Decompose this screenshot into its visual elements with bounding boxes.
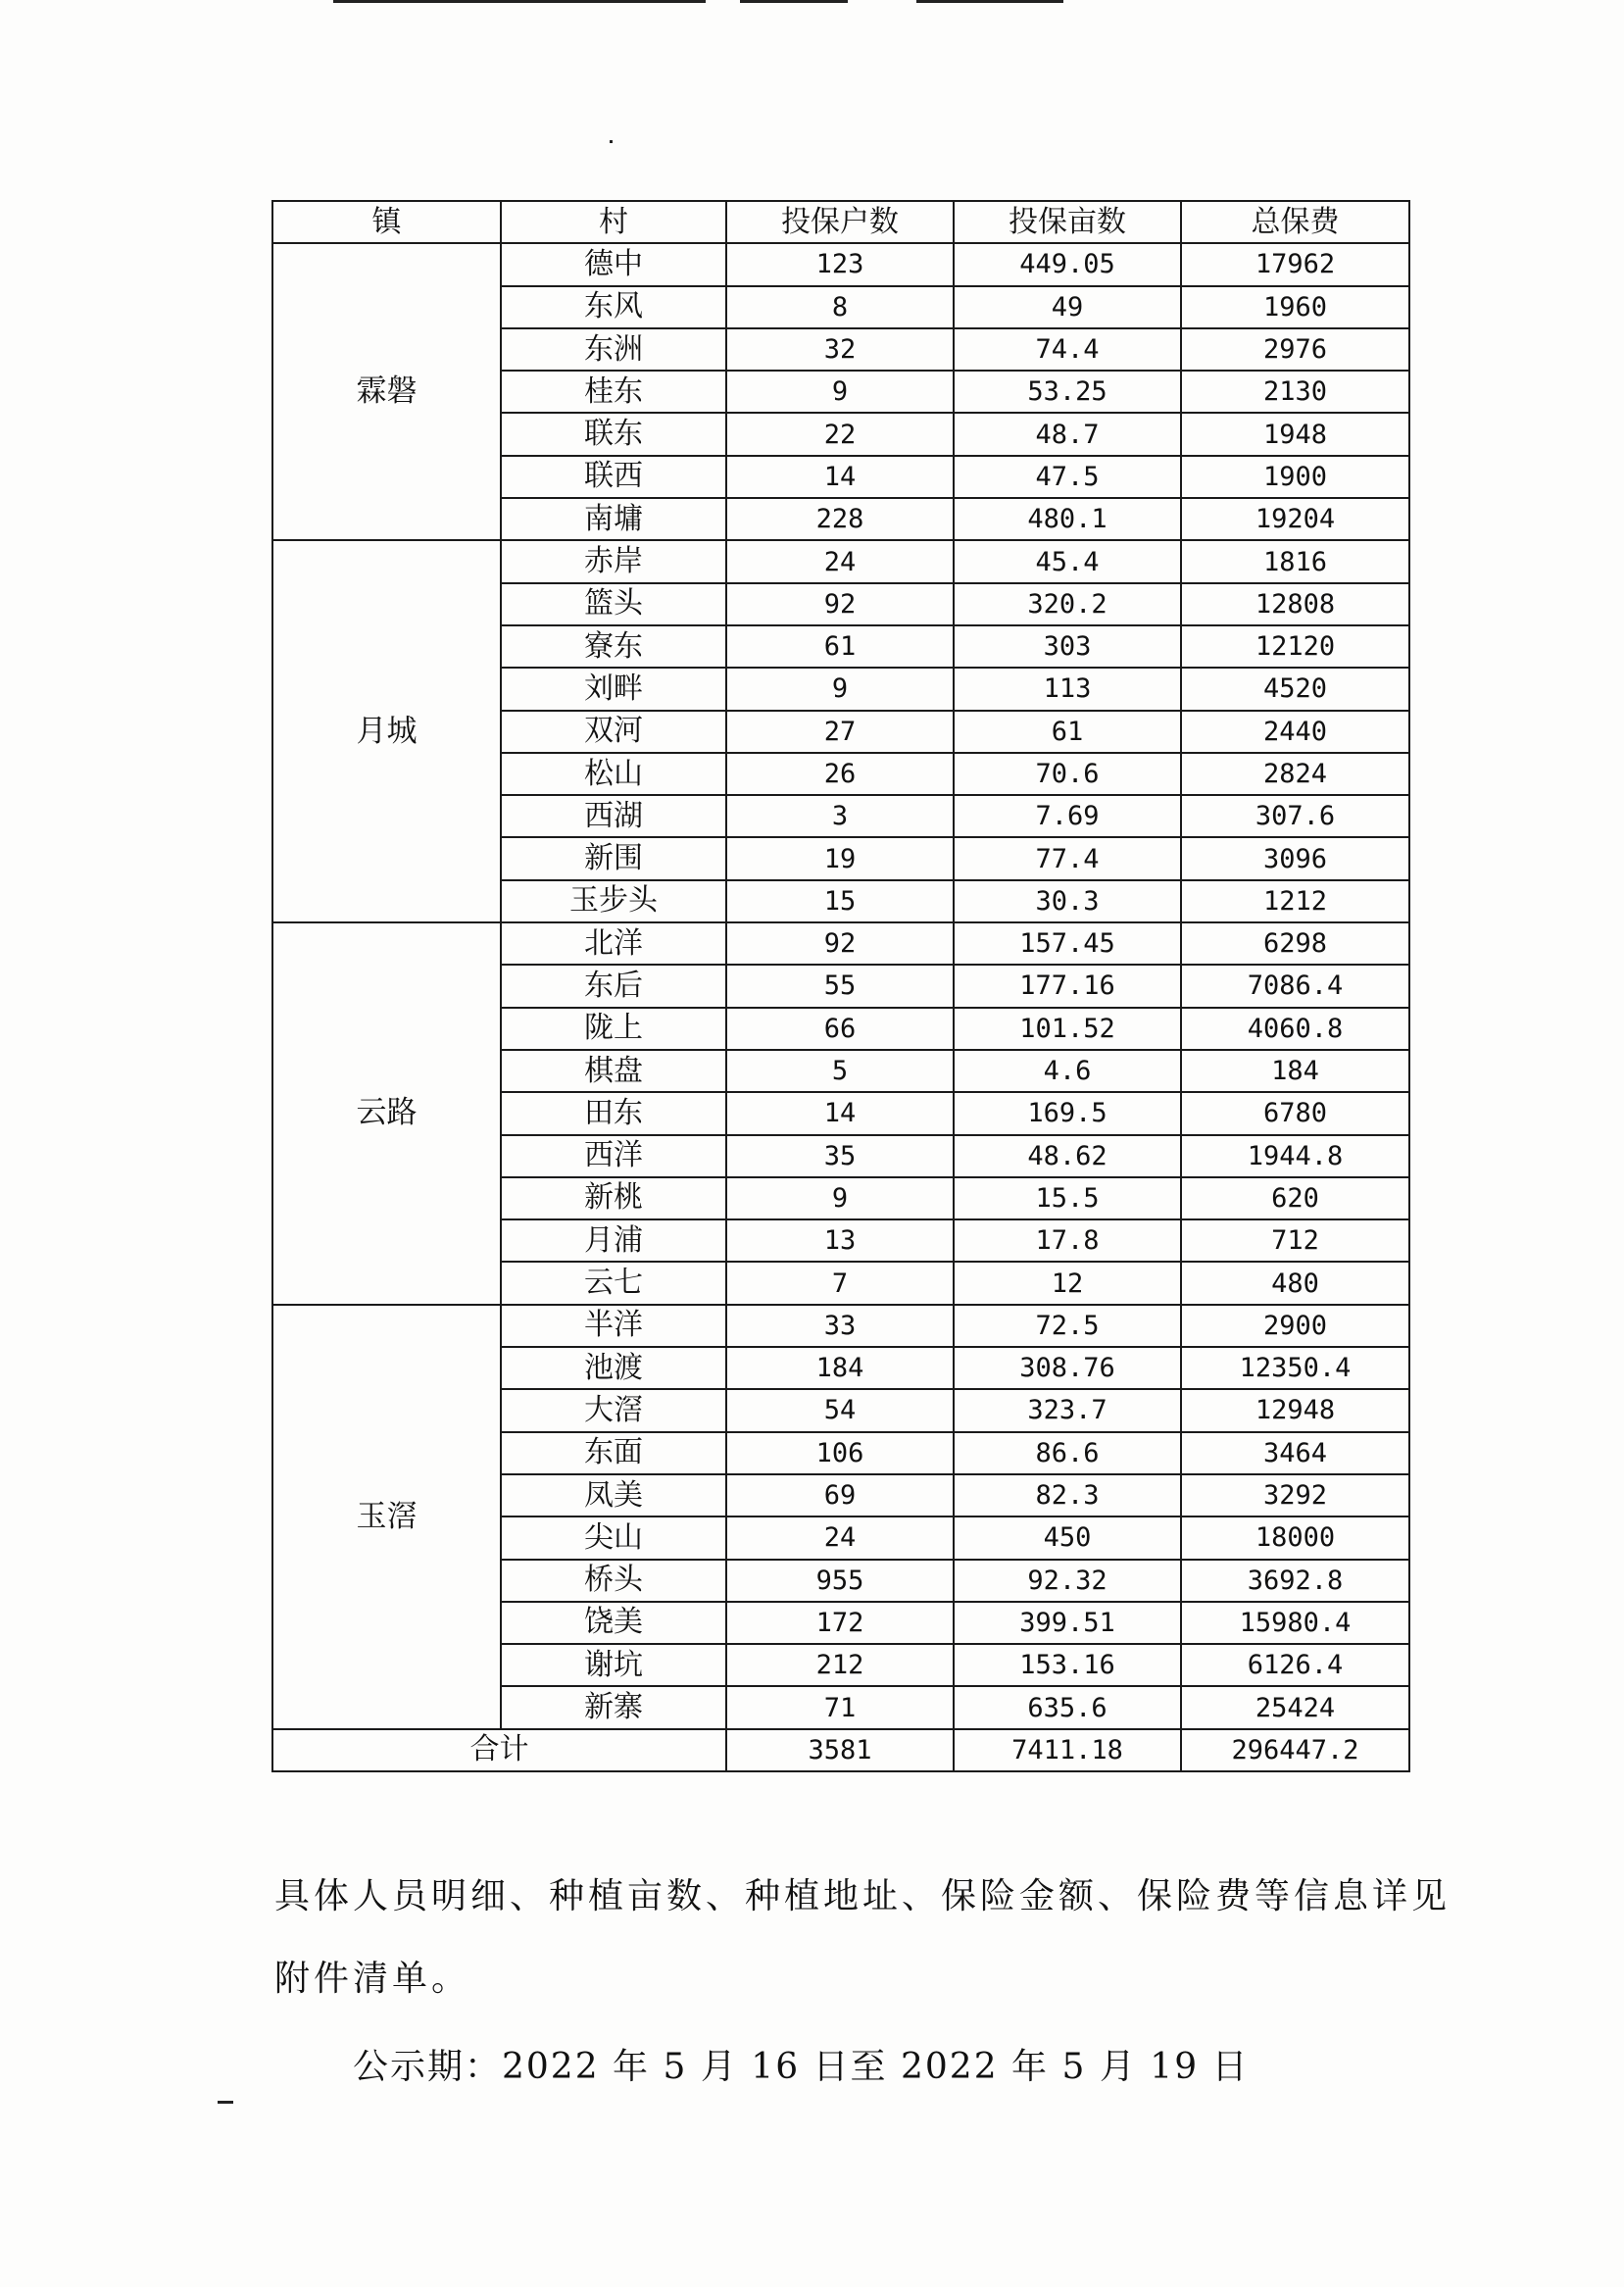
village-cell: 德中	[501, 243, 726, 285]
premium-cell: 1944.8	[1181, 1135, 1409, 1177]
premium-cell: 12808	[1181, 583, 1409, 625]
area-cell: 4.6	[954, 1050, 1181, 1092]
premium-cell: 1816	[1181, 540, 1409, 582]
area-cell: 86.6	[954, 1432, 1181, 1474]
area-cell: 45.4	[954, 540, 1181, 582]
area-cell: 74.4	[954, 328, 1181, 371]
area-cell: 308.76	[954, 1347, 1181, 1389]
village-cell: 南墉	[501, 498, 726, 540]
premium-cell: 12350.4	[1181, 1347, 1409, 1389]
table-total-row	[272, 1729, 1409, 1771]
village-cell: 东后	[501, 965, 726, 1007]
area-cell: 92.32	[954, 1560, 1181, 1602]
header-premium: 总保费	[1181, 201, 1409, 243]
premium-cell: 3464	[1181, 1432, 1409, 1474]
area-cell: 169.5	[954, 1092, 1181, 1134]
households-cell: 955	[726, 1560, 954, 1602]
village-cell: 凤美	[501, 1474, 726, 1516]
premium-cell: 4520	[1181, 668, 1409, 710]
premium-cell: 1212	[1181, 880, 1409, 922]
area-cell: 399.51	[954, 1602, 1181, 1644]
households-cell: 172	[726, 1602, 954, 1644]
premium-cell: 12948	[1181, 1389, 1409, 1431]
area-cell: 320.2	[954, 583, 1181, 625]
area-cell: 61	[954, 711, 1181, 753]
households-cell: 61	[726, 625, 954, 668]
area-cell: 177.16	[954, 965, 1181, 1007]
insurance-summary-table	[271, 200, 1410, 1772]
table-row	[272, 540, 1409, 582]
area-cell: 635.6	[954, 1686, 1181, 1728]
households-cell: 24	[726, 540, 954, 582]
header-area: 投保亩数	[954, 201, 1181, 243]
village-cell: 桂东	[501, 371, 726, 413]
premium-cell: 3292	[1181, 1474, 1409, 1516]
village-cell: 新桃	[501, 1177, 726, 1219]
premium-cell: 4060.8	[1181, 1008, 1409, 1050]
total-households: 3581	[726, 1729, 954, 1771]
households-cell: 33	[726, 1305, 954, 1347]
village-cell: 尖山	[501, 1516, 726, 1559]
premium-cell: 12120	[1181, 625, 1409, 668]
households-cell: 35	[726, 1135, 954, 1177]
area-cell: 15.5	[954, 1177, 1181, 1219]
households-cell: 69	[726, 1474, 954, 1516]
premium-cell: 1948	[1181, 413, 1409, 455]
village-cell: 田东	[501, 1092, 726, 1134]
village-cell: 北洋	[501, 922, 726, 965]
village-cell: 云七	[501, 1262, 726, 1304]
households-cell: 228	[726, 498, 954, 540]
area-cell: 53.25	[954, 371, 1181, 413]
area-cell: 82.3	[954, 1474, 1181, 1516]
area-cell: 101.52	[954, 1008, 1181, 1050]
village-cell: 双河	[501, 711, 726, 753]
premium-cell: 2976	[1181, 328, 1409, 371]
notice-period: 公示期：2022 年 5 月 16 日至 2022 年 5 月 19 日	[353, 2047, 1250, 2087]
table-row	[272, 922, 1409, 965]
village-cell: 西洋	[501, 1135, 726, 1177]
households-cell: 54	[726, 1389, 954, 1431]
households-cell: 14	[726, 456, 954, 498]
body-text-line-2: 附件清单。	[274, 1959, 471, 1999]
households-cell: 8	[726, 286, 954, 328]
village-cell: 联东	[501, 413, 726, 455]
village-cell: 东洲	[501, 328, 726, 371]
scan-mark-top-2	[740, 0, 848, 3]
area-cell: 77.4	[954, 837, 1181, 879]
premium-cell: 2440	[1181, 711, 1409, 753]
households-cell: 32	[726, 328, 954, 371]
village-cell: 大滘	[501, 1389, 726, 1431]
premium-cell: 6780	[1181, 1092, 1409, 1134]
area-cell: 72.5	[954, 1305, 1181, 1347]
body-text-line-1: 具体人员明细、种植亩数、种植地址、保险金额、保险费等信息详见	[274, 1876, 1452, 1916]
area-cell: 12	[954, 1262, 1181, 1304]
table-body	[272, 243, 1409, 1728]
village-cell: 月浦	[501, 1219, 726, 1262]
premium-cell: 6126.4	[1181, 1644, 1409, 1686]
town-cell: 霖磐	[272, 243, 501, 540]
total-premium: 296447.2	[1181, 1729, 1409, 1771]
households-cell: 15	[726, 880, 954, 922]
households-cell: 27	[726, 711, 954, 753]
households-cell: 3	[726, 795, 954, 837]
households-cell: 66	[726, 1008, 954, 1050]
households-cell: 9	[726, 1177, 954, 1219]
households-cell: 24	[726, 1516, 954, 1559]
households-cell: 71	[726, 1686, 954, 1728]
premium-cell: 3096	[1181, 837, 1409, 879]
area-cell: 157.45	[954, 922, 1181, 965]
premium-cell: 17962	[1181, 243, 1409, 285]
area-cell: 449.05	[954, 243, 1181, 285]
village-cell: 联西	[501, 456, 726, 498]
village-cell: 东面	[501, 1432, 726, 1474]
households-cell: 184	[726, 1347, 954, 1389]
village-cell: 刘畔	[501, 668, 726, 710]
area-cell: 450	[954, 1516, 1181, 1559]
scan-mark-top-3	[916, 0, 1063, 3]
village-cell: 谢坑	[501, 1644, 726, 1686]
total-label: 合计	[272, 1729, 726, 1771]
premium-cell: 480	[1181, 1262, 1409, 1304]
village-cell: 池渡	[501, 1347, 726, 1389]
header-town: 镇	[272, 201, 501, 243]
households-cell: 5	[726, 1050, 954, 1092]
total-area: 7411.18	[954, 1729, 1181, 1771]
households-cell: 92	[726, 583, 954, 625]
premium-cell: 2824	[1181, 753, 1409, 795]
area-cell: 323.7	[954, 1389, 1181, 1431]
village-cell: 棋盘	[501, 1050, 726, 1092]
premium-cell: 184	[1181, 1050, 1409, 1092]
households-cell: 7	[726, 1262, 954, 1304]
scan-dot	[610, 140, 613, 143]
town-cell: 玉滘	[272, 1305, 501, 1729]
area-cell: 70.6	[954, 753, 1181, 795]
table-row	[272, 1305, 1409, 1347]
area-cell: 303	[954, 625, 1181, 668]
village-cell: 半洋	[501, 1305, 726, 1347]
premium-cell: 18000	[1181, 1516, 1409, 1559]
village-cell: 西湖	[501, 795, 726, 837]
village-cell: 桥头	[501, 1560, 726, 1602]
households-cell: 123	[726, 243, 954, 285]
households-cell: 13	[726, 1219, 954, 1262]
village-cell: 赤岸	[501, 540, 726, 582]
area-cell: 48.62	[954, 1135, 1181, 1177]
households-cell: 55	[726, 965, 954, 1007]
area-cell: 480.1	[954, 498, 1181, 540]
premium-cell: 25424	[1181, 1686, 1409, 1728]
households-cell: 14	[726, 1092, 954, 1134]
village-cell: 篮头	[501, 583, 726, 625]
premium-cell: 19204	[1181, 498, 1409, 540]
village-cell: 饶美	[501, 1602, 726, 1644]
households-cell: 19	[726, 837, 954, 879]
premium-cell: 2900	[1181, 1305, 1409, 1347]
premium-cell: 712	[1181, 1219, 1409, 1262]
scan-mark-top-1	[333, 0, 706, 3]
header-village: 村	[501, 201, 726, 243]
header-households: 投保户数	[726, 201, 954, 243]
households-cell: 212	[726, 1644, 954, 1686]
households-cell: 92	[726, 922, 954, 965]
households-cell: 106	[726, 1432, 954, 1474]
households-cell: 9	[726, 371, 954, 413]
premium-cell: 7086.4	[1181, 965, 1409, 1007]
area-cell: 30.3	[954, 880, 1181, 922]
village-cell: 东风	[501, 286, 726, 328]
town-cell: 月城	[272, 540, 501, 922]
premium-cell: 2130	[1181, 371, 1409, 413]
households-cell: 26	[726, 753, 954, 795]
village-cell: 寮东	[501, 625, 726, 668]
area-cell: 48.7	[954, 413, 1181, 455]
premium-cell: 307.6	[1181, 795, 1409, 837]
area-cell: 47.5	[954, 456, 1181, 498]
premium-cell: 1900	[1181, 456, 1409, 498]
village-cell: 玉步头	[501, 880, 726, 922]
premium-cell: 3692.8	[1181, 1560, 1409, 1602]
area-cell: 113	[954, 668, 1181, 710]
village-cell: 松山	[501, 753, 726, 795]
village-cell: 陇上	[501, 1008, 726, 1050]
area-cell: 7.69	[954, 795, 1181, 837]
premium-cell: 6298	[1181, 922, 1409, 965]
scan-mark-left	[218, 2101, 233, 2104]
table-header-row	[272, 201, 1409, 243]
premium-cell: 620	[1181, 1177, 1409, 1219]
area-cell: 49	[954, 286, 1181, 328]
households-cell: 22	[726, 413, 954, 455]
table-row	[272, 243, 1409, 285]
area-cell: 153.16	[954, 1644, 1181, 1686]
premium-cell: 1960	[1181, 286, 1409, 328]
town-cell: 云路	[272, 922, 501, 1305]
premium-cell: 15980.4	[1181, 1602, 1409, 1644]
village-cell: 新寨	[501, 1686, 726, 1728]
households-cell: 9	[726, 668, 954, 710]
area-cell: 17.8	[954, 1219, 1181, 1262]
village-cell: 新围	[501, 837, 726, 879]
